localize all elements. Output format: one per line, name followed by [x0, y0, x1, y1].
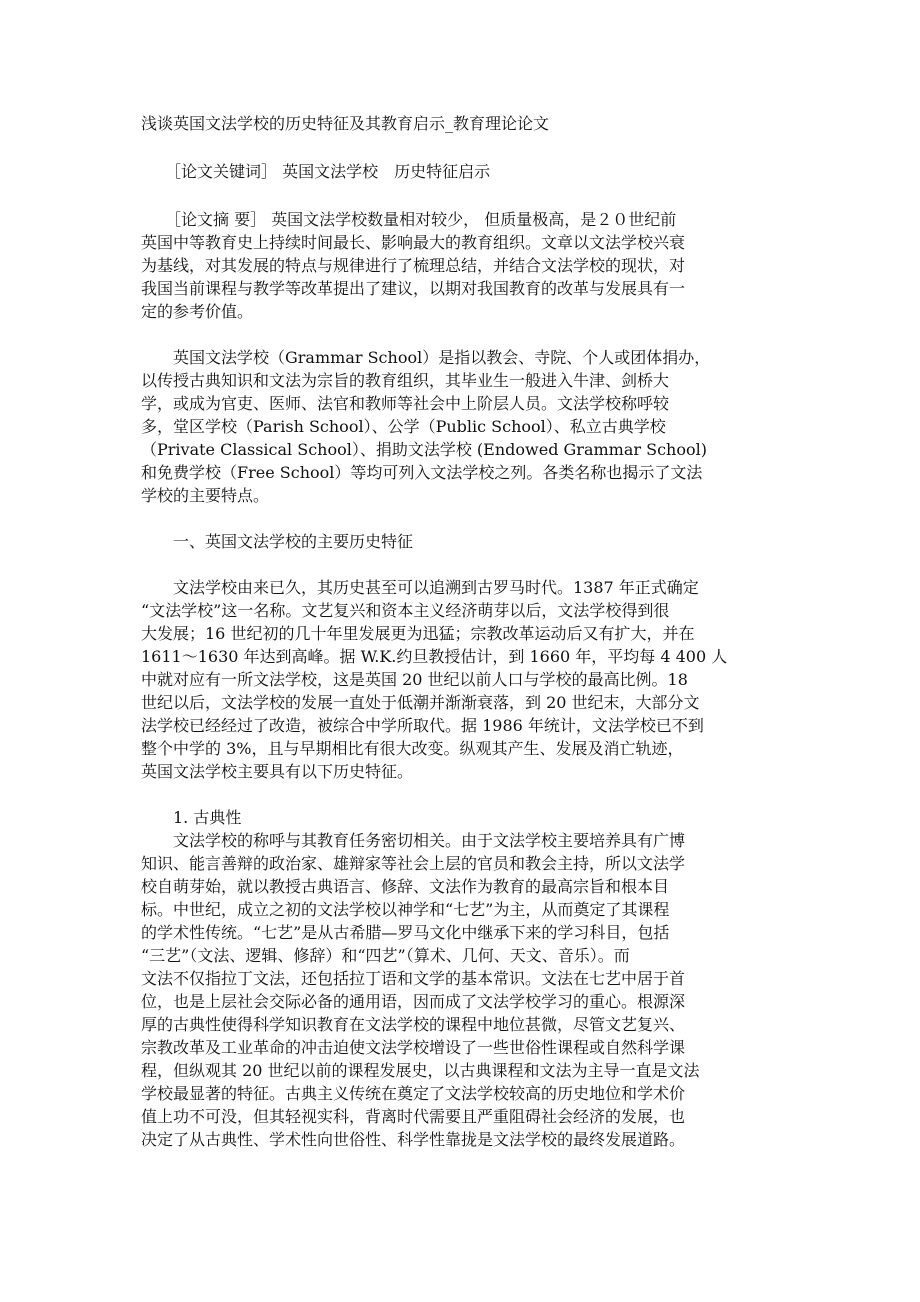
section1-line: 法学校已经经过了改造，被综合中学所取代。据 1986 年统计，文法学校已不到 [141, 716, 704, 735]
subsection1-line: 值上功不可没，但其轻视实科，背离时代需要且严重阻碍社会经济的发展，也 [141, 1107, 686, 1126]
intro-paragraph [141, 346, 781, 507]
document-title: 浅谈英国文法学校的历史特征及其教育启示_教育理论论文 [141, 114, 550, 133]
subsection1-line: 知识、能言善辩的政治家、雄辩家等社会上层的官员和教会主持，所以文法学 [141, 854, 686, 873]
subsection1-paragraph [141, 829, 781, 1151]
section1-line: 世纪以后，文法学校的发展一直处于低潮并渐渐衰落，到 20 世纪末，大部分文 [141, 693, 700, 712]
subsection1-line: 程，但纵观其 20 世纪以前的课程发展史，以古典课程和文法为主导一直是文法 [141, 1061, 700, 1080]
section1-line: “文法学校”这一名称。文艺复兴和资本主义经济萌芽以后，文法学校得到很 [141, 601, 670, 620]
abstract-line: 为基线，对其发展的特点与规律进行了梳理总结，并结合文法学校的现状，对 [141, 256, 686, 275]
paragraph-gap [141, 323, 781, 346]
intro-line: 学校的主要特点。 [141, 486, 270, 505]
abstract-line: 我国当前课程与教学等改革提出了建议，以期对我国教育的改革与发展具有一 [141, 279, 686, 298]
subsection1-line: “三艺”（文法、逻辑、修辞）和“四艺”（算术、几何、天文、音乐）。而 [141, 946, 630, 965]
subsection1-line: 标。中世纪，成立之初的文法学校以神学和“七艺”为主，从而奠定了其课程 [141, 900, 670, 919]
subsection1-line: 学校最显著的特征。古典主义传统在奠定了文法学校较高的历史地位和学术价 [141, 1084, 686, 1103]
subsection1-line: 文法学校的称呼与其教育任务密切相关。由于文法学校主要培养具有广博 [141, 831, 686, 850]
abstract-line: 定的参考价值。 [141, 302, 254, 321]
section1-line: 文法学校由来已久，其历史甚至可以追溯到古罗马时代。1387 年正式确定 [141, 578, 699, 597]
subsection1-line: 位，也是上层社会交际必备的通用语，因而成了文法学校学习的重心。根源深 [141, 992, 686, 1011]
intro-line: 多，堂区学校（Parish School）、公学（Public School）、私立古典学校 [141, 417, 666, 436]
subsection1-line: 厚的古典性使得科学知识教育在文法学校的课程中地位甚微，尽管文艺复兴、 [141, 1015, 686, 1034]
subsection1-line: 文法不仅指拉丁文法，还包括拉丁语和文学的基本常识。文法在七艺中居于首 [141, 969, 686, 988]
subsection1-line: 的学术性传统。“七艺”是从古希腊—罗马文化中继承下来的学习科目，包括 [141, 923, 670, 942]
intro-line: 以传授古典知识和文法为宗旨的教育组织，其毕业生一般进入牛津、剑桥大 [141, 371, 670, 390]
subsection1-line: 宗教改革及工业革命的冲击迫使文法学校增设了一些世俗性课程或自然科学课 [141, 1038, 686, 1057]
paragraph-gap [141, 507, 781, 530]
section-heading: 一、英国文法学校的主要历史特征 [141, 532, 414, 551]
section1-line: 英国文法学校主要具有以下历史特征。 [141, 762, 414, 781]
subsection-heading: 1. 古典性 [141, 808, 242, 827]
section1-line: 中就对应有一所文法学校，这是英国 20 世纪以前人口与学校的最高比例。18 [141, 670, 688, 689]
subsection1-line: 校自萌芽始，就以教授古典语言、修辞、文法作为教育的最高宗旨和根本目 [141, 877, 670, 896]
keywords-line: ［论文关键词］ 英国文法学校 历史特征启示 [141, 162, 491, 181]
section1-paragraph [141, 576, 781, 783]
intro-line: 和免费学校（Free School）等均可列入文法学校之列。各类名称也揭示了文法 [141, 463, 703, 482]
paragraph-gap [141, 553, 781, 576]
abstract-line: 英国中等教育史上持续时间最长、影响最大的教育组织。文章以文法学校兴衰 [141, 233, 686, 252]
subsection1-line: 决定了从古典性、学术性向世俗性、科学性靠拢是文法学校的最终发展道路。 [141, 1130, 686, 1149]
intro-line: （Private Classical School）、捐助文法学校 (Endowed Grammar School) [141, 440, 707, 459]
abstract-line: ［论文摘 要］ 英国文法学校数量相对较少， 但质量极高，是２０世纪前 [141, 210, 677, 229]
intro-line: 学，或成为官吏、医师、法官和教师等社会中上阶层人员。文法学校称呼较 [141, 394, 670, 413]
abstract-paragraph [141, 208, 781, 323]
paragraph-gap [141, 783, 781, 806]
section1-line: 1611～1630 年达到高峰。据 W.K.约旦教授估计，到 1660 年，平均每 4 400 人 [141, 647, 728, 666]
document-page [141, 112, 781, 1151]
section1-line: 大发展；16 世纪初的几十年里发展更为迅猛；宗教改革运动后又有扩大，并在 [141, 624, 695, 643]
section1-line: 整个中学的 3%，且与早期相比有很大改变。纵观其产生、发展及消亡轨迹， [141, 739, 684, 758]
intro-line: 英国文法学校（Grammar School）是指以教会、寺院、个人或团体捐办， [141, 348, 711, 367]
